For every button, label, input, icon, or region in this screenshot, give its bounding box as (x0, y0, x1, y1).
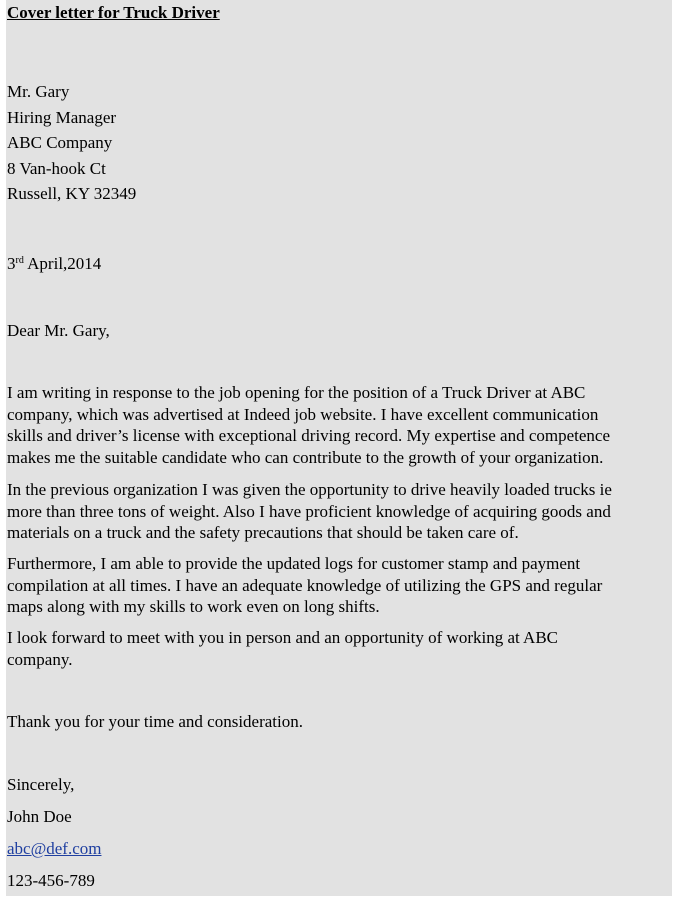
paragraph-line: I am writing in response to the job opening for the position of a Truck Driver at ABC (7, 383, 586, 402)
paragraph-4 (7, 627, 672, 670)
paragraph-line: company, which was advertised at Indeed job website. I have excellent communication (7, 404, 599, 424)
email-link[interactable]: abc@def.com (7, 839, 102, 858)
paragraph-line: maps along with my skills to work even on long shifts. (7, 597, 380, 616)
paragraph-1 (7, 382, 672, 468)
signer-name: John Doe (7, 807, 72, 826)
paragraph-line: makes me the suitable candidate who can contribute to the growth of your organization. (7, 447, 604, 467)
paragraph-line: compilation at all times. I have an adequate knowledge of utilizing the GPS and regular (7, 575, 603, 595)
recipient-city: Russell, KY 32349 (7, 184, 137, 203)
recipient-company: ABC Company (7, 133, 113, 152)
recipient-street: 8 Van-hook Ct (7, 158, 106, 178)
paragraph-line: materials on a truck and the safety precautions that should be taken care of. (7, 523, 519, 542)
paragraph-line: I look forward to meet with you in person and an opportunity of working at ABC (7, 628, 558, 647)
date-suffix: rd (15, 255, 24, 266)
paragraph-line: In the previous organization I was given the opportunity to drive heavily loaded trucks ie (7, 480, 612, 499)
recipient-name: Mr. Gary (7, 82, 70, 101)
paragraph-2 (7, 479, 672, 544)
date-day: 3 (7, 254, 16, 273)
letter-title: Cover letter for Truck Driver (7, 3, 220, 22)
paragraph-line: skills and driver’s license with exceptional driving record. My expertise and competence (7, 426, 610, 445)
closing: Sincerely, (7, 775, 75, 794)
greeting: Dear Mr. Gary, (7, 321, 110, 340)
paragraph-line: Furthermore, I am able to provide the updated logs for customer stamp and payment (7, 554, 581, 573)
date-rest: April,2014 (23, 254, 102, 273)
paragraph-line: company. (7, 649, 73, 669)
paragraph-line: more than three tons of weight. Also I have proficient knowledge of acquiring goods and (7, 501, 611, 521)
recipient-position: Hiring Manager (7, 107, 117, 127)
thanks-line: Thank you for your time and consideration. (7, 712, 304, 731)
paragraph-3 (7, 553, 672, 618)
letter-page (6, 0, 672, 896)
phone-number: 123-456-789 (7, 871, 95, 890)
letter-date (7, 253, 672, 278)
recipient-address (7, 79, 672, 207)
